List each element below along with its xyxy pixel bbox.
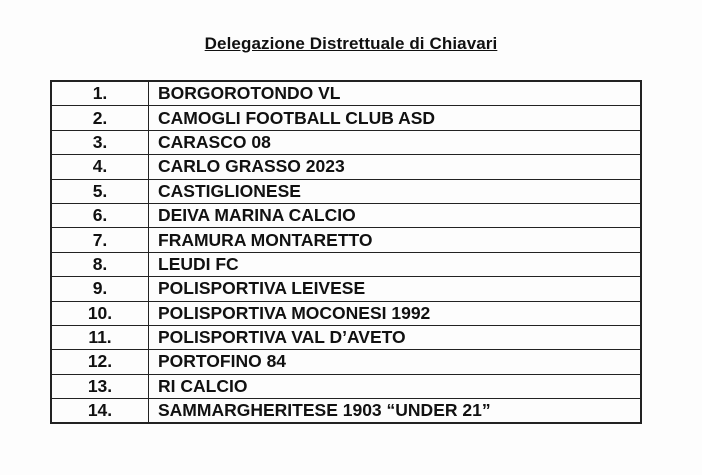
row-number: 2. [51, 106, 149, 130]
club-name: FRAMURA MONTARETTO [149, 228, 642, 252]
clubs-table [50, 80, 642, 424]
row-number: 10. [51, 301, 149, 325]
document-title: Delegazione Distrettuale di Chiavari [204, 34, 498, 53]
table-row [51, 301, 641, 325]
club-name: SAMMARGHERITESE 1903 “UNDER 21” [149, 399, 642, 424]
table-row [51, 252, 641, 276]
club-name: POLISPORTIVA MOCONESI 1992 [149, 301, 642, 325]
row-number: 9. [51, 277, 149, 301]
table-row [51, 179, 641, 203]
club-name: PORTOFINO 84 [149, 350, 642, 374]
club-name: CARLO GRASSO 2023 [149, 155, 642, 179]
row-number: 3. [51, 130, 149, 154]
table-row [51, 155, 641, 179]
club-name: POLISPORTIVA VAL D’AVETO [149, 325, 642, 349]
row-number: 6. [51, 203, 149, 227]
table-row [51, 325, 641, 349]
row-number: 14. [51, 399, 149, 424]
row-number: 12. [51, 350, 149, 374]
row-number: 11. [51, 325, 149, 349]
row-number: 4. [51, 155, 149, 179]
table-row [51, 130, 641, 154]
table-row [51, 203, 641, 227]
table-row [51, 399, 641, 424]
club-name: CARASCO 08 [149, 130, 642, 154]
club-name: CAMOGLI FOOTBALL CLUB ASD [149, 106, 642, 130]
table-row [51, 374, 641, 398]
club-name: BORGOROTONDO VL [149, 81, 642, 106]
table-row [51, 228, 641, 252]
table-row [51, 106, 641, 130]
club-name: CASTIGLIONESE [149, 179, 642, 203]
club-name: RI CALCIO [149, 374, 642, 398]
table-row [51, 81, 641, 106]
table-row [51, 350, 641, 374]
row-number: 5. [51, 179, 149, 203]
club-name: LEUDI FC [149, 252, 642, 276]
row-number: 1. [51, 81, 149, 106]
club-name: DEIVA MARINA CALCIO [149, 203, 642, 227]
row-number: 13. [51, 374, 149, 398]
club-name: POLISPORTIVA LEIVESE [149, 277, 642, 301]
row-number: 7. [51, 228, 149, 252]
table-row [51, 277, 641, 301]
row-number: 8. [51, 252, 149, 276]
